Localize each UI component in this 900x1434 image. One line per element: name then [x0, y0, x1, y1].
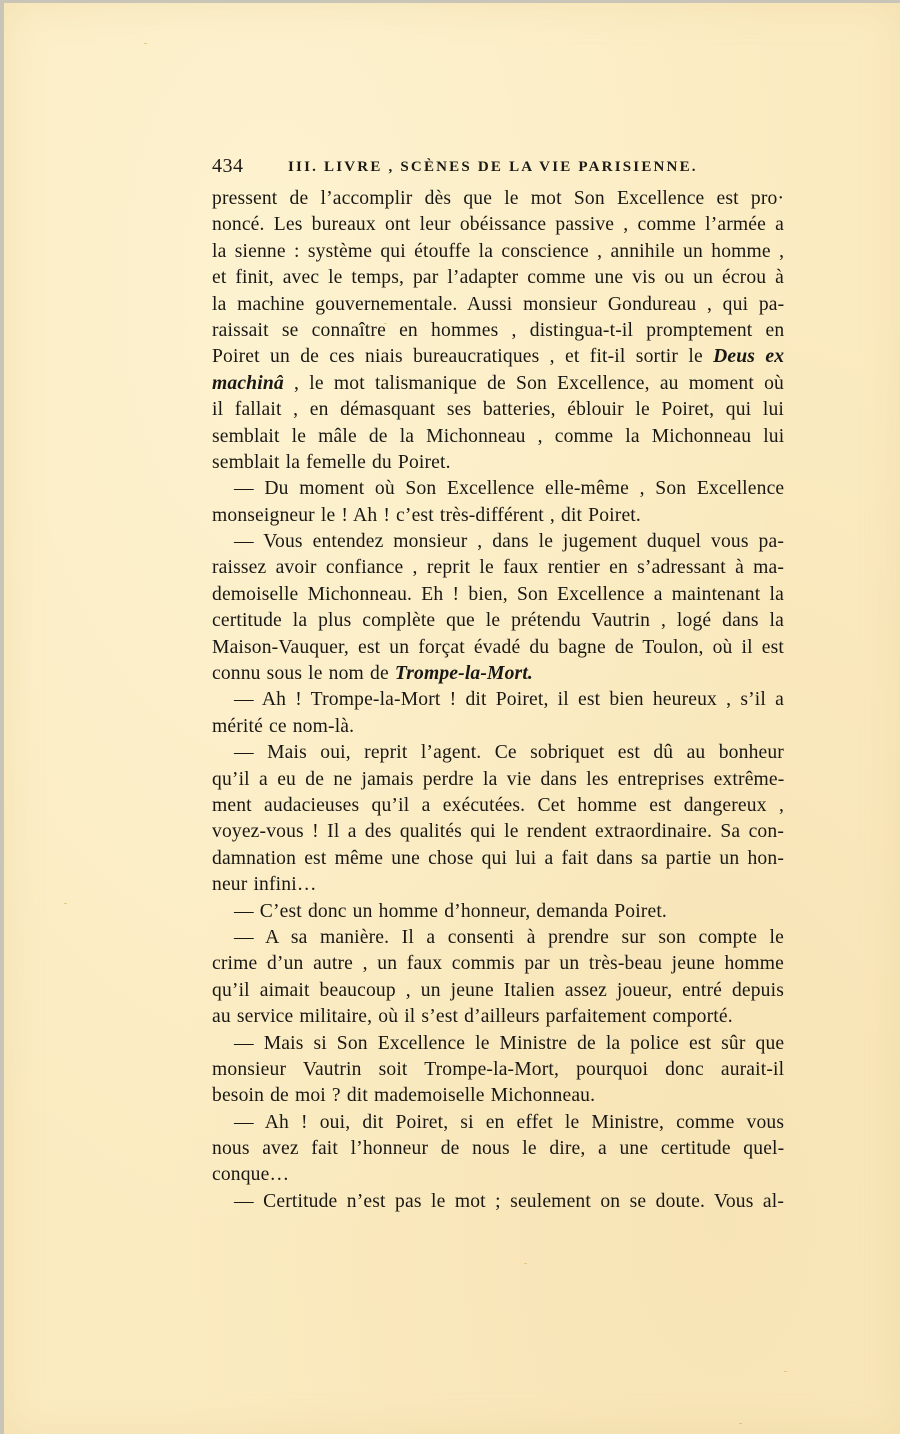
text-line: — Certitude n’est pas le mot ; seulement on se doute. Vous al- [234, 1190, 784, 1212]
paper-speck [64, 903, 67, 904]
italic-phrase: machinâ [212, 372, 284, 394]
text-run: Poiret un de ces niais bureaucratiques , et fit-il sortir le [212, 346, 714, 368]
text-line: — Ah ! Trompe-la-Mort ! dit Poiret, il est bien heureux , s’il a [234, 689, 784, 711]
text-line [212, 344, 784, 370]
text-line: neur infini… [212, 874, 317, 896]
text-line: — A sa manière. Il a consenti à prendre sur son compte le [234, 926, 784, 948]
text-line: ment audacieuses qu’il a exécutées. Cet homme est dangereux , [212, 794, 784, 816]
text-line: noncé. Les bureaux ont leur obéissance passive , comme l’armée a [212, 214, 784, 236]
page-number: 434 [212, 155, 244, 177]
text-line: conque… [212, 1164, 290, 1186]
text-line: crime d’un autre , un faux commis par un très-beau jeune homme [212, 953, 784, 975]
text-line: — Mais si Son Excellence le Ministre de la police est sûr que [234, 1032, 785, 1054]
text-line: il fallait , en démasquant ses batteries, éblouir le Poiret, qui lui [212, 399, 784, 421]
text-line: certitude la plus complète que le prétendu Vautrin , logé dans la [212, 610, 784, 632]
text-line [212, 661, 784, 687]
text-line: damnation est même une chose qui lui a fait dans sa partie un hon- [212, 847, 784, 869]
text-line: semblait la femelle du Poiret. [212, 451, 451, 473]
text-line: mérité ce nom-là. [212, 715, 355, 737]
text-line: voyez-vous ! Il a des qualités qui le rendent extraordinaire. Sa con- [212, 821, 784, 843]
text-line: raissait se connaître en hommes , distingua-t-il promptement en [212, 319, 785, 341]
text-line: demoiselle Michonneau. Eh ! bien, Son Excellence a maintenant la [212, 583, 784, 605]
text-line: pressent de l’accomplir dès que le mot Son Excellence est pro· [212, 188, 785, 209]
body-text [212, 186, 784, 1215]
text-line: nous avez fait l’honneur de nous le dire, a une certitude quel- [212, 1138, 785, 1160]
text-line: semblait le mâle de la Michonneau , comme la Michonneau lui [212, 425, 785, 447]
text-line: — Vous entendez monsieur , dans le jugement duquel vous pa- [234, 531, 784, 553]
text-line: la sienne : système qui étouffe la conscience , annihile un homme , [212, 240, 785, 262]
text-line: monsieur Vautrin soit Trompe-la-Mort, pourquoi donc aurait-il [212, 1058, 785, 1080]
italic-phrase: Deus ex [713, 346, 785, 368]
text-line: Maison-Vauquer, est un forçat évadé du bagne de Toulon, où il est [212, 636, 784, 658]
text-line [212, 371, 784, 397]
running-header [212, 155, 784, 185]
text-line: au service militaire, où il s’est d’ailleurs parfaitement comporté. [212, 1006, 733, 1028]
text-line: la machine gouvernementale. Aussi monsieur Gondureau , qui pa- [212, 293, 785, 315]
text-line: monseigneur le ! Ah ! c’est très-différent , dit Poiret. [212, 504, 641, 526]
text-line: — Ah ! oui, dit Poiret, si en effet le Ministre, comme vous [234, 1111, 785, 1133]
paper-speck [739, 1423, 742, 1424]
text-line: besoin de moi ? dit mademoiselle Michonneau. [212, 1085, 596, 1107]
text-line: qu’il a eu de ne jamais perdre la vie dans les entreprises extrême- [212, 768, 785, 790]
text-line: raissez avoir confiance , reprit le faux rentier en s’adressant à ma- [212, 557, 785, 579]
text-line: — Du moment où Son Excellence elle-même , Son Excellence [234, 478, 785, 500]
paper-speck [144, 43, 147, 44]
paper-speck [524, 1263, 527, 1264]
text-line: et finit, avec le temps, par l’adapter comme une vis ou un écrou à [212, 267, 784, 289]
text-line: qu’il aimait beaucoup , un jeune Italien assez joueur, entré depuis [212, 979, 784, 1001]
text-line: — Mais oui, reprit l’agent. Ce sobriquet est dû au bonheur [234, 742, 784, 764]
text-line: — C’est donc un homme d’honneur, demanda Poiret. [234, 900, 667, 922]
text-run: , le mot talismanique de Son Excellence, au moment où [283, 372, 784, 394]
running-title: III. LIVRE , SCÈNES DE LA VIE PARISIENNE. [288, 159, 698, 175]
text-run: connu sous le nom de [212, 663, 395, 685]
paper-speck [784, 1371, 787, 1372]
italic-phrase: Trompe-la-Mort. [394, 663, 533, 685]
